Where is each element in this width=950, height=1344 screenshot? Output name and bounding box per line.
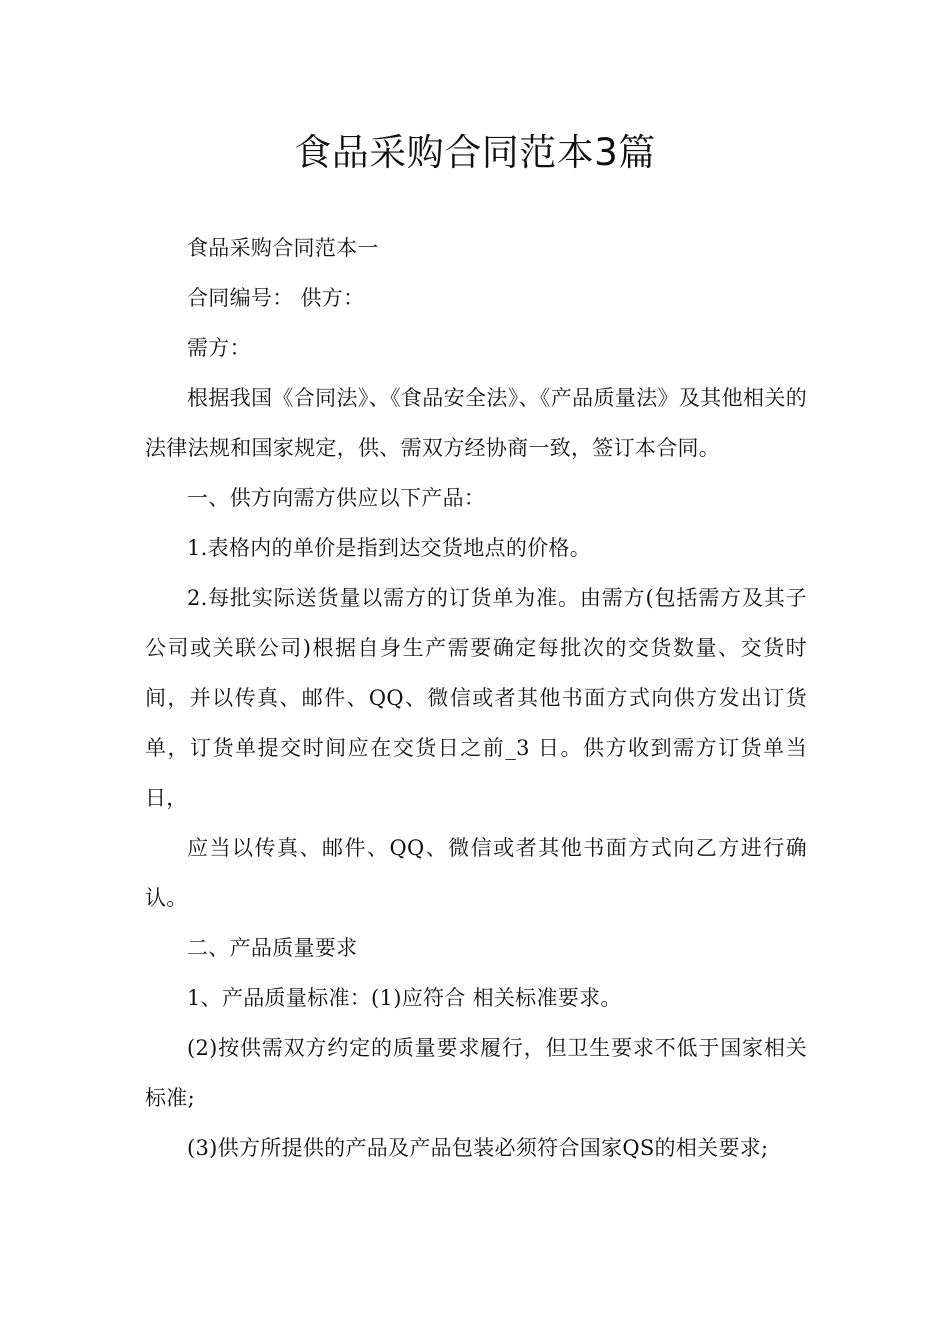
- contract-number-supplier-line: 合同编号： 供方：: [187, 286, 365, 310]
- clause-one-item-2: 2.每批实际送货量以需方的订货单为准。由需方(包括需方及其子公司或关联公司)根据自身生产需要确定每批次的交货数量、交货时间，并以传真、邮件、QQ、微信或者其他书面方式向供方发出订货单，订货单提交时间应在交货日之前_3 日。供方收到需方订货单当日，: [145, 586, 807, 810]
- document-body: [145, 223, 807, 1173]
- clause-one-heading: 一、供方向需方供应以下产品：: [187, 486, 486, 510]
- confirmation-paragraph: 应当以传真、邮件、QQ、微信或者其他书面方式向乙方进行确认。: [145, 836, 807, 910]
- clause-one-item-1: 1.表格内的单价是指到达交货地点的价格。: [187, 536, 592, 560]
- document-title: 食品采购合同范本3篇: [294, 131, 656, 174]
- preamble-paragraph: 根据我国《合同法》、《食品安全法》、《产品质量法》及其他相关的法律法规和国家规定，供、需双方经协商一致，签订本合同。: [145, 386, 807, 460]
- quality-standard-item-3: (3)供方所提供的产品及产品包装必须符合国家QS的相关要求;: [187, 1136, 769, 1160]
- quality-standard-item-1: 1、产品质量标准：(1)应符合 相关标准要求。: [187, 986, 622, 1010]
- quality-standard-item-2: (2)按供需双方约定的质量要求履行，但卫生要求不低于国家相关标准;: [145, 1036, 807, 1110]
- section-heading: 食品采购合同范本一: [187, 236, 379, 260]
- buyer-line: 需方：: [187, 336, 251, 360]
- clause-two-heading: 二、产品质量要求: [187, 936, 358, 960]
